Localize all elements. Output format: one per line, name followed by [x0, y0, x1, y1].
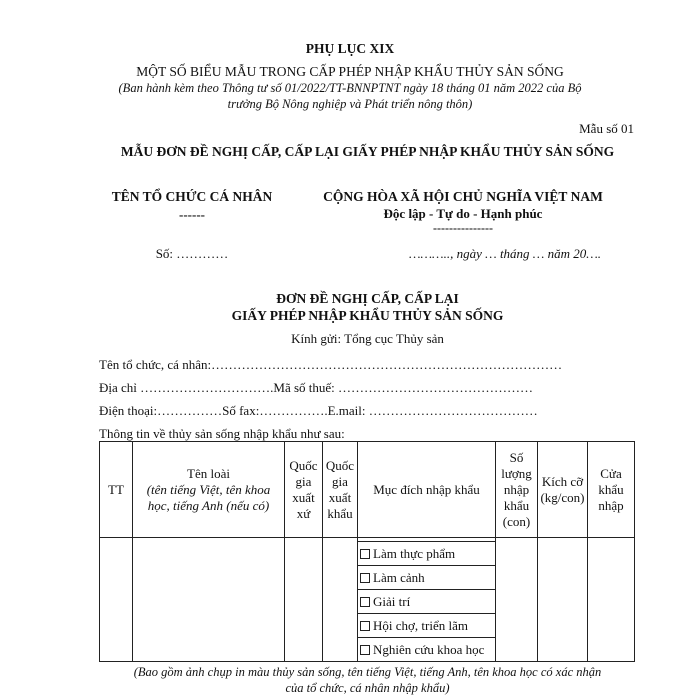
cell-species[interactable]: [133, 538, 285, 662]
contact-field[interactable]: Điện thoại:……………Số fax:…………….E.mail: …………………………………: [99, 403, 538, 418]
header-quantity: [496, 442, 538, 538]
header-entry-gate: [588, 442, 635, 538]
checkbox-icon[interactable]: [360, 549, 370, 559]
header-species-line2: (tên tiếng Việt, tên khoa: [146, 481, 271, 497]
header-species: [133, 442, 285, 538]
country-name: CỘNG HÒA XÃ HỘI CHỦ NGHĨA VIỆT NAM: [323, 189, 603, 204]
purpose-label-exhibition: Hội chợ, triển lãm: [373, 618, 468, 633]
header-gate-line1: Cửa: [600, 465, 622, 481]
purpose-label-research: Nghiên cứu khoa học: [373, 642, 485, 657]
header-gate-line2: khẩu: [598, 481, 624, 497]
header-export-line2: gia: [332, 473, 348, 489]
checkbox-icon[interactable]: [360, 645, 370, 655]
header-tt: [100, 442, 133, 538]
header-size: [538, 442, 588, 538]
purpose-option-ornamental[interactable]: [358, 566, 495, 590]
header-origin-line4: xứ: [296, 505, 311, 521]
checkbox-icon[interactable]: [360, 621, 370, 631]
checkbox-icon[interactable]: [360, 597, 370, 607]
header-size-line1: Kích cỡ: [541, 473, 584, 489]
application-title-line2: GIẤY PHÉP NHẬP KHẨU THỦY SẢN SỐNG: [231, 308, 504, 323]
header-qty-line3: nhập: [503, 481, 530, 497]
purpose-option-entertainment[interactable]: [358, 590, 495, 614]
purpose-label-entertainment: Giải trí: [373, 594, 411, 609]
organization-name: TÊN TỔ CHỨC CÁ NHÂN: [111, 189, 273, 204]
organization-name-field[interactable]: Tên tổ chức, cá nhân:………………………………………………………………………: [99, 357, 563, 372]
purpose-option-food[interactable]: [358, 541, 495, 566]
header-gate-line3: nhập: [598, 497, 624, 513]
purpose-label-ornamental: Làm cảnh: [373, 570, 425, 585]
recipient-line: Kính gửi: Tổng cục Thủy sản: [291, 331, 444, 346]
table-row: [100, 538, 635, 662]
cell-entry-gate[interactable]: [588, 538, 635, 662]
date-line: ……….., ngày … tháng … năm 20….: [408, 246, 602, 261]
cell-tt[interactable]: [100, 538, 133, 662]
appendix-note-line1: (Ban hành kèm theo Thông tư số 01/2022/TT-BNNPTNT ngày 18 tháng 01 năm 2022 của Bộ: [118, 81, 582, 95]
header-tt-label: TT: [108, 481, 124, 497]
import-info-table: [99, 441, 635, 662]
cell-purpose: [358, 538, 496, 662]
right-divider: ---------------: [433, 221, 493, 235]
header-size-line2: (kg/con): [540, 489, 585, 505]
header-origin-line2: gia: [295, 473, 312, 489]
header-qty-line2: lượng: [501, 465, 532, 481]
info-intro: Thông tin về thủy sản sống nhập khẩu như sau:: [99, 426, 345, 441]
cell-size[interactable]: [538, 538, 588, 662]
form-number: Mẫu số 01: [579, 121, 634, 136]
header-species-line1: Tên loài: [187, 465, 230, 481]
form-title: MẪU ĐƠN ĐỀ NGHỊ CẤP, CẤP LẠI GIẤY PHÉP NHẬP KHẨU THỦY SẢN SỐNG: [120, 144, 615, 159]
header-origin-line3: xuất: [292, 489, 315, 505]
header-export-line1: Quốc: [325, 457, 355, 473]
header-qty-line4: khẩu: [503, 497, 530, 513]
purpose-option-research[interactable]: [358, 638, 495, 661]
header-export-line3: xuất: [328, 489, 352, 505]
header-purpose: [358, 442, 496, 538]
cell-quantity[interactable]: [496, 538, 538, 662]
footnote-line2: của tổ chức, cá nhân nhập khẩu): [285, 681, 450, 695]
header-export-line4: khẩu: [327, 505, 353, 521]
cell-export-country[interactable]: [323, 538, 358, 662]
header-origin-country: [285, 442, 323, 538]
checkbox-icon[interactable]: [360, 573, 370, 583]
table-header-row: [100, 442, 635, 538]
national-motto: Độc lập - Tự do - Hạnh phúc: [383, 206, 543, 221]
left-divider: ------: [179, 207, 205, 222]
purpose-label-food: Làm thực phẩm: [373, 546, 456, 561]
header-qty-line1: Số: [509, 449, 524, 465]
cell-origin-country[interactable]: [285, 538, 323, 662]
header-origin-line1: Quốc: [289, 457, 318, 473]
appendix-note-line2: trưởng Bộ Nông nghiệp và Phát triển nông thôn): [227, 97, 473, 111]
header-purpose-label: Mục đích nhập khẩu: [373, 481, 480, 497]
header-qty-line5: (con): [502, 513, 531, 529]
purpose-option-exhibition[interactable]: [358, 614, 495, 638]
footnote-line1: (Bao gồm ảnh chụp in màu thủy sản sống, tên tiếng Việt, tiếng Anh, tên khoa học có xác nhận: [133, 665, 602, 679]
document-number: Số: …………: [155, 246, 229, 261]
appendix-title: PHỤ LỤC XIX: [305, 41, 395, 56]
appendix-subtitle: MỘT SỐ BIỂU MẪU TRONG CẤP PHÉP NHẬP KHẨU THỦY SẢN SỐNG: [136, 64, 564, 79]
address-tax-field[interactable]: Địa chỉ ………………………….Mã số thuế: ………………………………………: [99, 380, 534, 395]
header-species-line3: học, tiếng Anh (nếu có): [147, 497, 270, 513]
header-export-country: [323, 442, 358, 538]
application-title-line1: ĐƠN ĐỀ NGHỊ CẤP, CẤP LẠI: [276, 291, 459, 306]
